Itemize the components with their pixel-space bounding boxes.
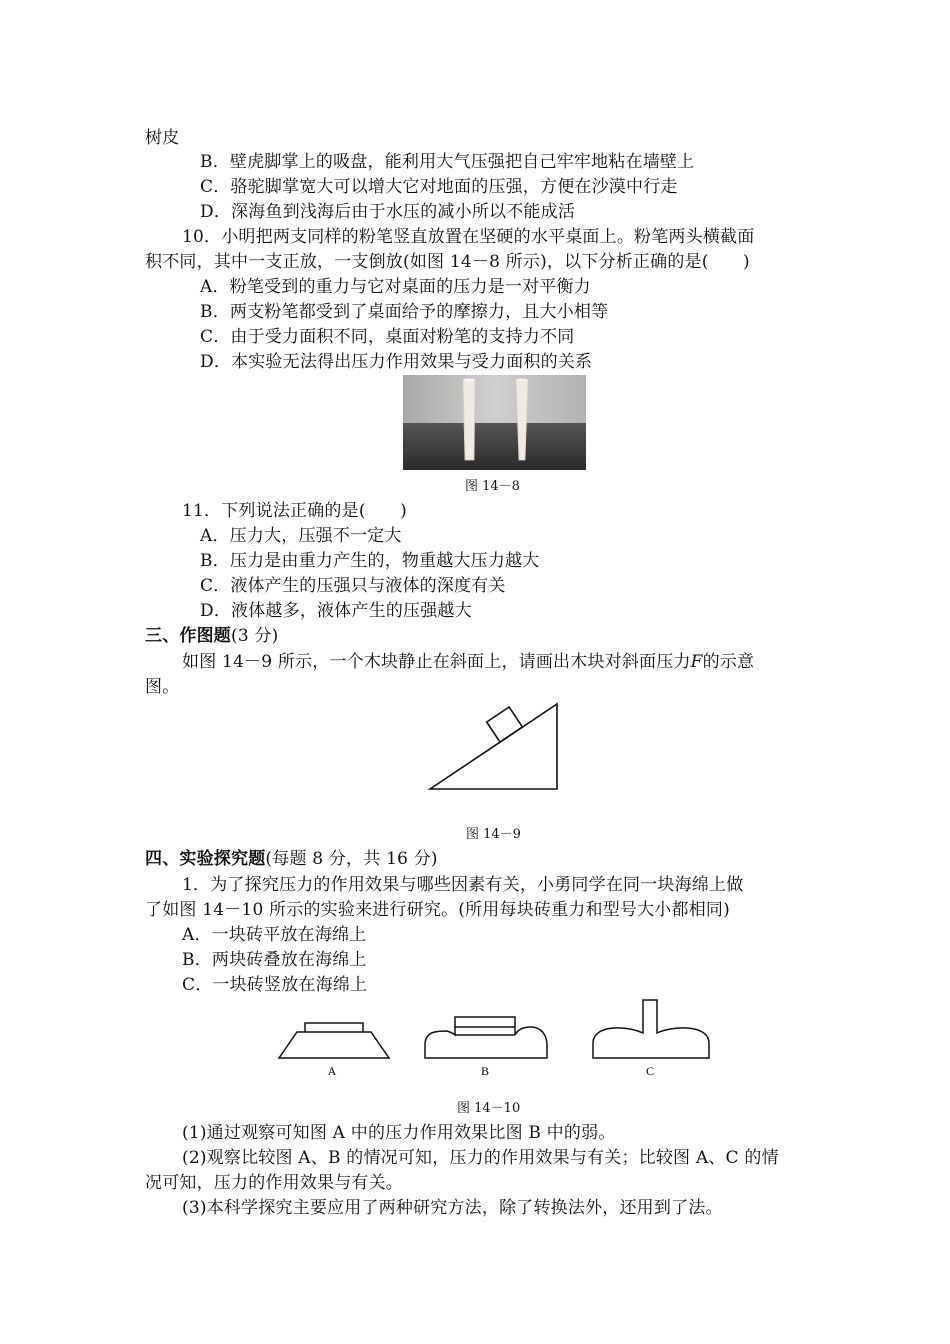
figure-14-10-caption: 图 14－10 <box>457 1101 521 1116</box>
option-b-9: B．壁虎脚掌上的吸盘，能利用大气压强把自己牢牢地粘在墙壁上 <box>200 152 695 172</box>
fig10-label-b: B <box>480 1064 490 1078</box>
sponge-a <box>279 1023 389 1058</box>
figure-14-10-sponges <box>275 995 715 1085</box>
section-4-title: 四、实验探究题 <box>145 849 266 869</box>
fig10-label-c: C <box>645 1064 655 1078</box>
text-line: 树皮 <box>145 128 180 148</box>
option-a-11: A．压力大，压强不一定大 <box>200 526 402 546</box>
drawing-question-line2: 图。 <box>145 677 180 697</box>
sub-question-3: (3)本科学探究主要应用了两种研究方法，除了转换法外，还用到了法。 <box>182 1198 723 1218</box>
section-3-score: (3 分) <box>231 626 279 646</box>
option-b-10: B．两支粉笔都受到了桌面给予的摩擦力，且大小相等 <box>200 302 609 322</box>
option-c-10: C．由于受力面积不同，桌面对粉笔的支持力不同 <box>200 327 575 347</box>
sub-question-2-line1: (2)观察比较图 A、B 的情况可知，压力的作用效果与有关；比较图 A、C 的情 <box>182 1148 779 1168</box>
section-4-heading <box>145 847 438 871</box>
experiment-item-c: C．一块砖竖放在海绵上 <box>182 975 368 995</box>
sponge-c <box>593 1000 709 1058</box>
force-symbol: F <box>690 652 703 672</box>
sponge-b <box>425 1017 547 1058</box>
figure-14-8-caption: 图 14－8 <box>465 479 520 494</box>
sub-question-2-line2: 况可知，压力的作用效果与有关。 <box>145 1173 403 1193</box>
figure-14-9-incline <box>425 700 560 795</box>
experiment-item-b: B．两块砖叠放在海绵上 <box>182 950 367 970</box>
experiment-question-line1: 1．为了探究压力的作用效果与哪些因素有关，小勇同学在同一块海绵上做 <box>182 875 744 895</box>
option-c-11: C．液体产生的压强只与液体的深度有关 <box>200 576 506 596</box>
section-3-title: 三、作图题 <box>145 626 231 646</box>
sub-question-1: (1)通过观察可知图 A 中的压力作用效果比图 B 中的弱。 <box>182 1123 616 1143</box>
option-d-9: D．深海鱼到浅海后由于水压的减小所以不能成活 <box>200 202 576 222</box>
option-a-10: A．粉笔受到的重力与它对桌面的压力是一对平衡力 <box>200 277 591 297</box>
section-3-heading <box>145 624 278 648</box>
question-11: 11．下列说法正确的是( ) <box>182 501 407 521</box>
experiment-item-a: A．一块砖平放在海绵上 <box>182 925 367 945</box>
experiment-question-line2: 了如图 14－10 所示的实验来进行研究。(所用每块砖重力和型号大小都相同) <box>145 900 730 920</box>
option-c-9: C．骆驼脚掌宽大可以增大它对地面的压强，方便在沙漠中行走 <box>200 177 678 197</box>
option-d-10: D．本实验无法得出压力作用效果与受力面积的关系 <box>200 352 593 372</box>
option-d-11: D．液体越多，液体产生的压强越大 <box>200 601 472 621</box>
drawing-question-tail: 的示意 <box>702 652 755 672</box>
drawing-question-text: 如图 14－9 所示，一个木块静止在斜面上，请画出木块对斜面压力 <box>182 652 691 672</box>
section-4-score: (每题 8 分，共 16 分) <box>265 849 438 869</box>
figure-14-9-caption: 图 14－9 <box>466 827 521 842</box>
option-b-11: B．压力是由重力产生的，物重越大压力越大 <box>200 551 540 571</box>
drawing-question <box>182 650 754 674</box>
question-10-line1: 10．小明把两支同样的粉笔竖直放置在坚硬的水平桌面上。粉笔两头横截面 <box>182 227 755 247</box>
question-10-line2: 积不同，其中一支正放，一支倒放(如图 14－8 所示)，以下分析正确的是( ) <box>145 252 750 272</box>
figure-14-8-photo <box>403 375 586 470</box>
fig10-label-a: A <box>327 1064 337 1078</box>
